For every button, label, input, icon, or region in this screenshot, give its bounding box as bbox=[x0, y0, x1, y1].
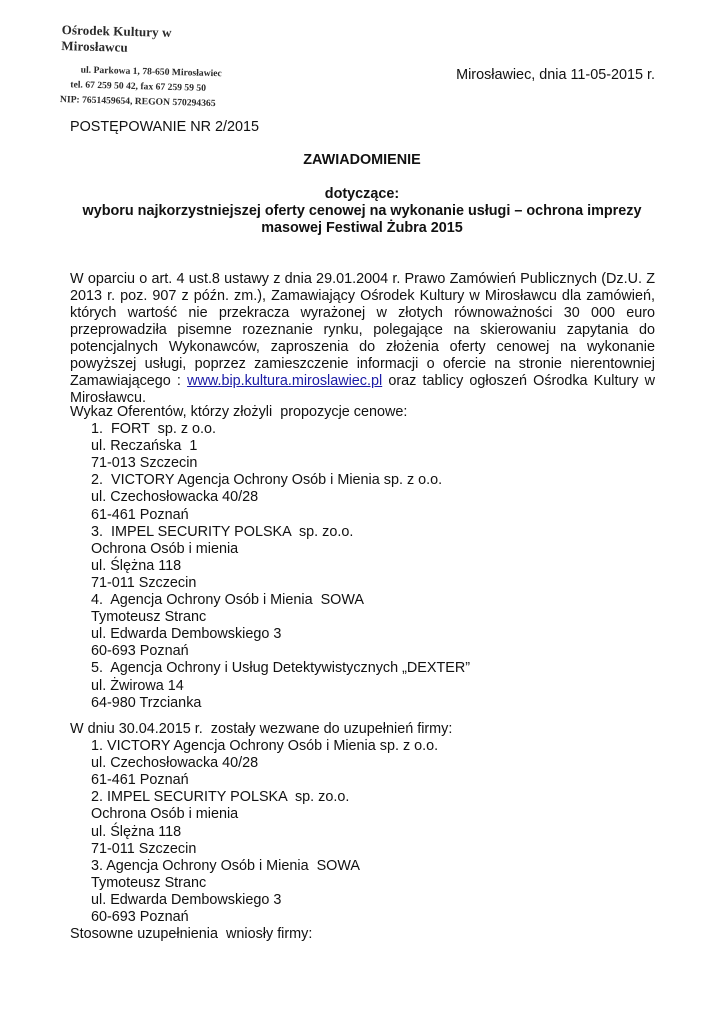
list-item: 60-693 Poznań bbox=[91, 643, 189, 660]
organization-stamp bbox=[58, 22, 240, 112]
subject-line-3: masowej Festiwal Żubra 2015 bbox=[261, 220, 463, 236]
offerors-section bbox=[70, 404, 470, 712]
procedure-number: POSTĘPOWANIE NR 2/2015 bbox=[70, 119, 260, 135]
list-item: Ochrona Osób i mienia bbox=[91, 806, 239, 823]
bip-link[interactable]: www.bip.kultura.miroslawiec.pl bbox=[187, 373, 383, 389]
offerors-heading: Wykaz Oferentów, którzy złożyli propozycje cenowe: bbox=[70, 404, 408, 420]
stamp-address: ul. Parkowa 1, 78-650 Mirosławiec bbox=[80, 64, 222, 80]
list-item: Ochrona Osób i mienia bbox=[91, 540, 239, 557]
subject-line-2: wyboru najkorzystniejszej oferty cenowej na wykonanie usługi – ochrona imprezy bbox=[82, 203, 642, 219]
list-item: 71-011 Szczecin bbox=[91, 574, 197, 591]
paragraph-text-before-link: W oparciu o art. 4 ust.8 ustawy z dnia 29.01.2004 r. Prawo Zamówień Publicznych (Dz.U. Z 2013 r. poz. 907 z późn. zm.), Zamawiający Ośrodek Kultury w Mirosławcu dla zamówień, których wartość nie przekracza wyrażonej w złotych równoważności 30 000 euro przeprowadziła pisemne rozeznanie rynku, polegające na skierowaniu zapytania do potencjalnych Wykonawców, zaproszenia do złożenia oferty cenowej na wykonanie powyższej usługi, poprzez zamieszczenie informacji o ofercie na stronie nierentowniej Zamawiającego : bbox=[70, 271, 655, 389]
list-item: 61-461 Poznań bbox=[91, 772, 189, 789]
list-item: ul. Ślężna 118 bbox=[91, 823, 182, 840]
list-item: Tymoteusz Stranc bbox=[91, 609, 207, 626]
list-item: ul. Reczańska 1 bbox=[91, 438, 198, 455]
stamp-phone: tel. 67 259 50 42, fax 67 259 59 50 bbox=[70, 79, 207, 94]
notice-title: ZAWIADOMIENIE bbox=[303, 152, 421, 168]
list-item: 61-461 Poznań bbox=[91, 506, 189, 523]
list-item: 64-980 Trzcianka bbox=[91, 694, 202, 711]
list-item: Tymoteusz Stranc bbox=[91, 874, 207, 891]
body-paragraph bbox=[70, 271, 655, 407]
list-item: 60-693 Poznań bbox=[91, 909, 189, 926]
list-item: 2. IMPEL SECURITY POLSKA sp. zo.o. bbox=[91, 789, 350, 806]
list-item: 3. Agencja Ochrony Osób i Mienia SOWA bbox=[91, 857, 361, 874]
list-item: ul. Żwirowa 14 bbox=[91, 677, 184, 694]
supplements-heading: W dniu 30.04.2015 r. zostały wezwane do uzupełnień firmy: bbox=[70, 721, 453, 737]
subject-line-1: dotyczące: bbox=[324, 186, 400, 202]
supplements-closing: Stosowne uzupełnienia wniosły firmy: bbox=[70, 926, 313, 943]
list-item: 71-011 Szczecin bbox=[91, 840, 197, 857]
supplements-section bbox=[70, 721, 452, 943]
list-item: ul. Czechosłowacka 40/28 bbox=[91, 755, 259, 772]
list-item: 3. IMPEL SECURITY POLSKA sp. zo.o. bbox=[91, 523, 354, 540]
list-item: ul. Edwarda Dembowskiego 3 bbox=[91, 626, 282, 643]
stamp-ids: NIP: 7651459654, REGON 570294365 bbox=[59, 94, 216, 110]
stamp-title: Ośrodek Kultury w Mirosławcu bbox=[61, 22, 172, 55]
list-item: 5. Agencja Ochrony i Usług Detektywistycznych „DEXTER” bbox=[91, 660, 471, 677]
list-item: 1. VICTORY Agencja Ochrony Osób i Mienia sp. z o.o. bbox=[91, 738, 439, 755]
supplements-list bbox=[70, 738, 452, 926]
list-item: 2. VICTORY Agencja Ochrony Osób i Mienia sp. z o.o. bbox=[91, 472, 443, 489]
place-date: Mirosławiec, dnia 11-05-2015 r. bbox=[456, 67, 655, 83]
list-item: 71-013 Szczecin bbox=[91, 455, 198, 472]
list-item: ul. Edwarda Dembowskiego 3 bbox=[91, 891, 282, 908]
offerors-list bbox=[70, 421, 470, 712]
list-item: 4. Agencja Ochrony Osób i Mienia SOWA bbox=[91, 592, 365, 609]
list-item: 1. FORT sp. z o.o. bbox=[91, 421, 217, 438]
paragraph-text-after-link: oraz tablicy ogłoszeń Ośrodka Kultury w Mirosławcu. bbox=[70, 373, 655, 406]
list-item: ul. Czechosłowacka 40/28 bbox=[91, 489, 259, 506]
list-item: ul. Ślężna 118 bbox=[91, 557, 182, 574]
notice-subject bbox=[66, 186, 658, 237]
